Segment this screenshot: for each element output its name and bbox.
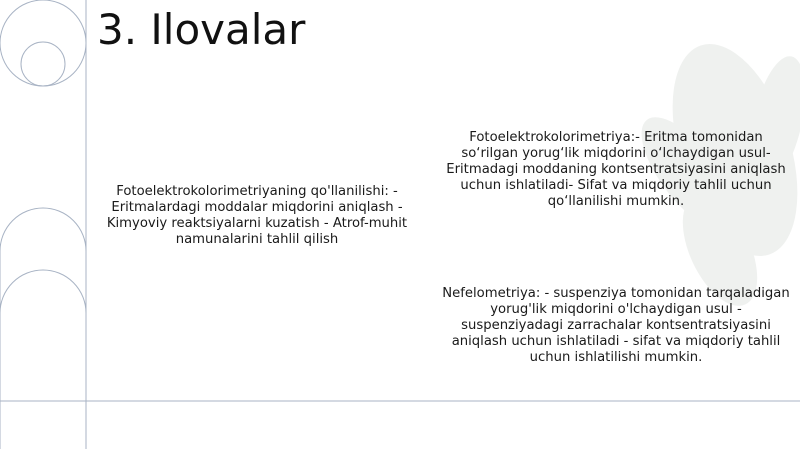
text-block-applications: Fotoelektrokolorimetriyaning qo'llanilishi: - Eritmalardagi moddalar miqdorini aniqlash - Kimyoviy reaktsiyalarni kuzatish - Atrof-muhit namunalarini tahlil qilish — [106, 184, 408, 247]
circle-large — [0, 0, 86, 86]
arch-upper — [0, 208, 86, 449]
text-block-nephelometry: Nefelometriya: - suspenziya tomonidan tarqaladigan yorug'lik miqdorini o'lchaydigan usul - suspenziyadagi zarrachalar kontsentratsiyasini aniqlash uchun ishlatiladi - sifat va miqdoriy tahlil uchun ishlatilishi mumkin. — [442, 286, 790, 365]
circle-small — [21, 42, 65, 86]
text-block-photoelectrocolorimetry: Fotoelektrokolorimetriya:- Eritma tomonidan so‘rilgan yorug‘lik miqdorini o‘lchaydigan usul- Eritmadagi moddaning kontsentratsiyasini aniqlash uchun ishlatiladi- Sifat va miqdoriy tahlil uchun qo‘llanilishi mumkin. — [446, 130, 786, 209]
slide-title: 3. Ilovalar — [97, 5, 306, 54]
arch-lower — [0, 270, 86, 313]
